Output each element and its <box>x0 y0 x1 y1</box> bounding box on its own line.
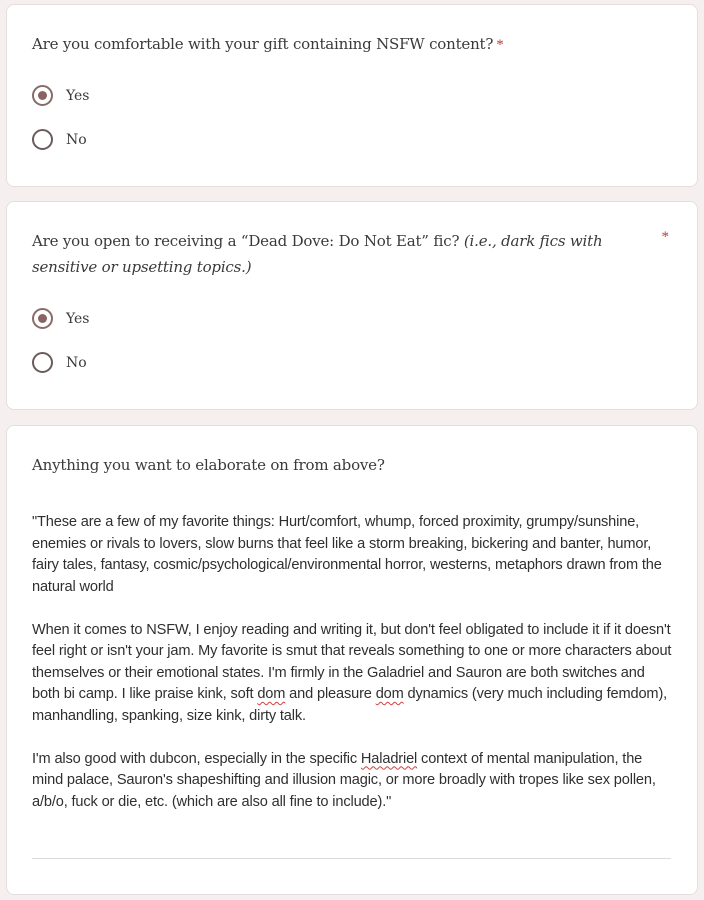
radio-option-no[interactable] <box>32 352 87 373</box>
spellcheck-word: dom <box>375 686 404 702</box>
radio-option-yes[interactable] <box>32 85 90 106</box>
option-label: No <box>66 354 87 371</box>
spellcheck-word: dom <box>257 686 286 702</box>
question-card-dead-dove <box>6 201 698 410</box>
question-title: Anything you want to elaborate on from above? <box>32 456 385 474</box>
radio-selected-icon[interactable] <box>32 308 53 329</box>
question-card-nsfw <box>6 4 698 187</box>
answer-paragraph-1: "These are a few of my favorite things: Hurt/comfort, whump, forced proximity, grumpy/sunshine, enemies or rivals to lovers, slow burns that feel like a storm breaking, bickering and banter, humor, fairy tales, fantasy, cosmic/psychological/environmental horror, westerns, metaphors drawn from the natural world <box>32 514 662 595</box>
answer-paragraph-3: I'm also good with dubcon, especially in the specific Haladriel context of mental manipulation, the mind palace, Sauron's shapeshifting and illusion magic, or more broadly with tropes like sex pollen, a/b/o, fuck or die, etc. (which are also all fine to include)." <box>32 750 656 810</box>
question-title: Are you comfortable with your gift containing NSFW content? * <box>32 35 504 53</box>
radio-unselected-icon[interactable] <box>32 129 53 150</box>
long-answer-textarea[interactable] <box>32 512 675 835</box>
option-label: No <box>66 131 87 148</box>
option-label: Yes <box>66 310 90 327</box>
input-underline <box>32 858 671 859</box>
spellcheck-word: Haladriel <box>360 750 418 767</box>
radio-selected-icon[interactable] <box>32 85 53 106</box>
option-label: Yes <box>66 87 90 104</box>
required-asterisk: * <box>661 229 669 245</box>
radio-option-yes[interactable] <box>32 308 90 329</box>
required-asterisk: * <box>496 37 504 53</box>
question-card-elaborate <box>6 425 698 895</box>
answer-paragraph-2: When it comes to NSFW, I enjoy reading and writing it, but don't feel obligated to include it if it doesn't feel right or isn't your jam. My favorite is smut that reveals something to one or more characters about themselves or their emotional states. I'm firmly in the Galadriel and Sauron are both switches and both bi camp. I like praise kink, soft dom and pleasure dom dynamics (very much including femdom), manhandling, spanking, size kink, dirty talk. <box>32 621 672 724</box>
radio-option-no[interactable] <box>32 129 87 150</box>
radio-unselected-icon[interactable] <box>32 352 53 373</box>
question-title: Are you open to receiving a “Dead Dove: Do Not Eat” fic? (i.e., dark fics with sensitive or upsetting topics.) <box>32 232 603 276</box>
